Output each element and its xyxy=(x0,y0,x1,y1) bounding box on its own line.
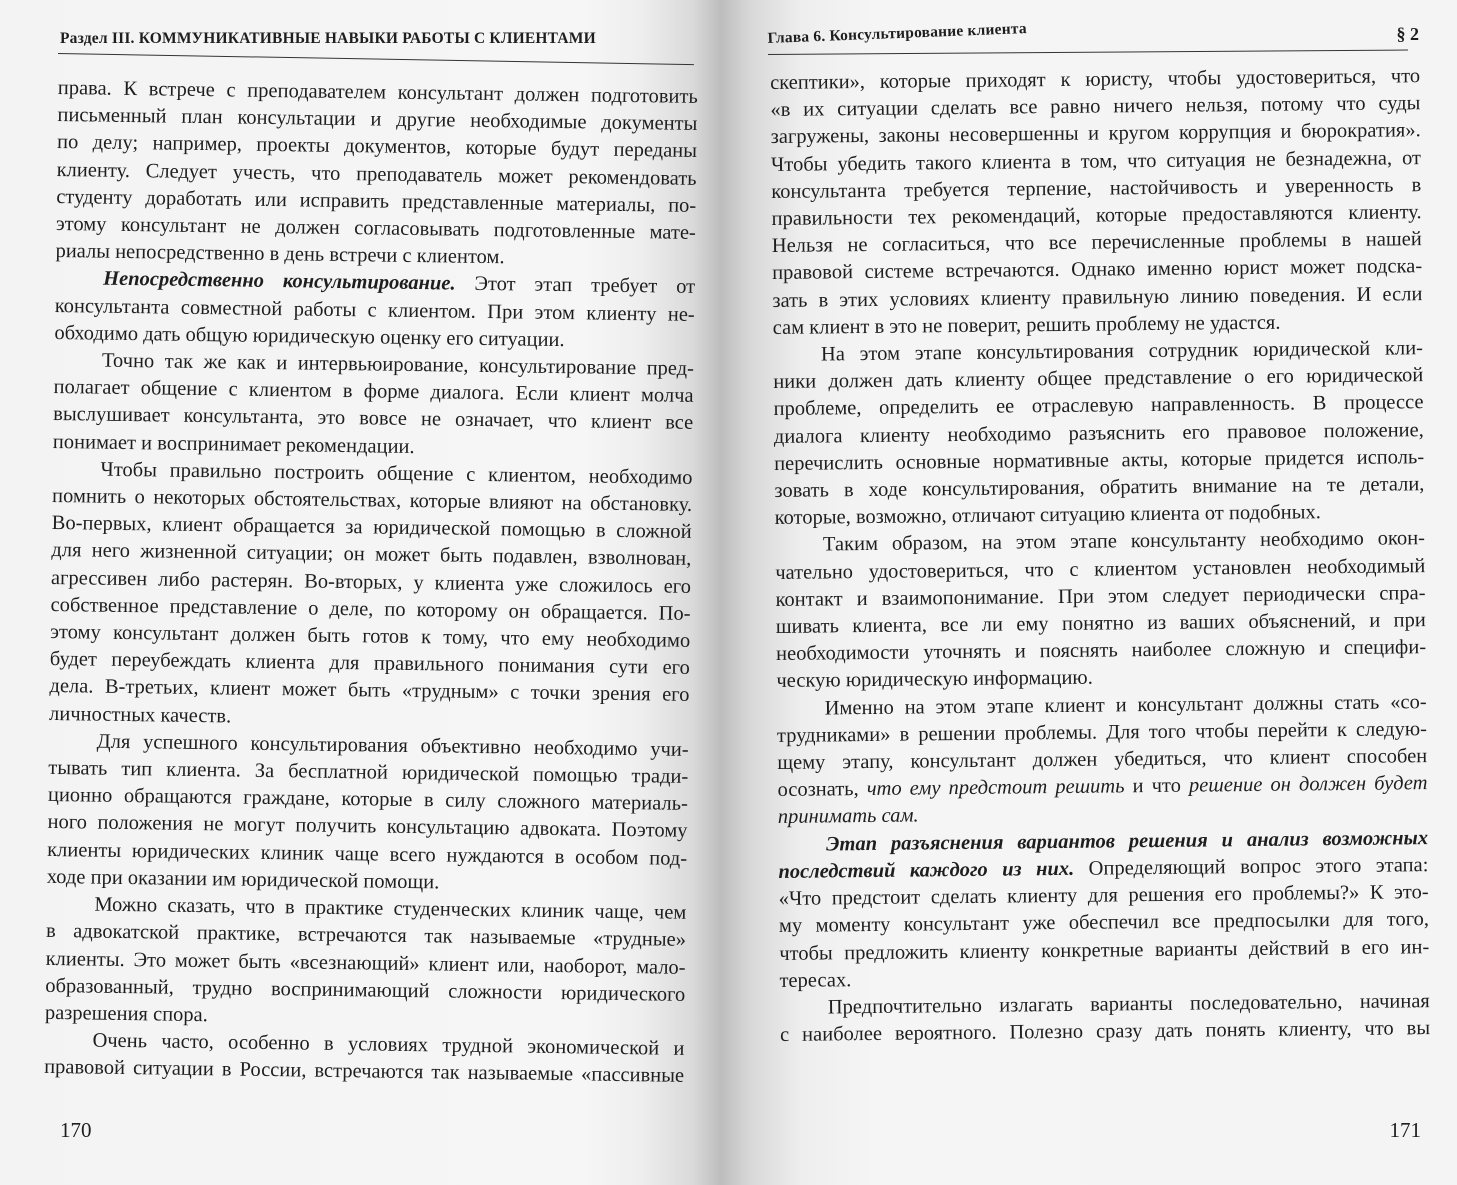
line-text: Во-первых, клиент обращается за юридической помощью в сложной xyxy=(51,512,692,544)
line-text: клиенты юридических клиник чаще всего нуждаются в особом под- xyxy=(47,838,688,870)
line-text: правовой системе встречаются. Однако именно юрист может подска- xyxy=(772,255,1423,285)
page-number-left: 170 xyxy=(60,1118,92,1142)
line-text: для него жизненной ситуации; он может быть подавлен, взволнован, xyxy=(51,539,692,571)
line-text: На этом этапе консультирования сотрудник юридической кли- xyxy=(820,337,1424,366)
line-text: Очень часто, особенно в условиях трудной экономической и xyxy=(92,1029,685,1060)
bold-italic-heading: последствий каждого из них. xyxy=(778,857,1075,883)
line-text: Чтобы убедить такого клиента в том, что ситуация не безнадежна, от xyxy=(770,146,1422,176)
line-text: в адвокатской практике, встречаются так называемые «трудные» xyxy=(45,920,687,952)
line-text: образованный, трудно воспринимающий сложности юридического xyxy=(45,974,686,1006)
line-text: права. К встрече с преподавателем консультант должен подготовить xyxy=(57,76,698,108)
left-body-text xyxy=(44,75,698,1090)
line-text: и что xyxy=(1124,774,1190,798)
italic-text: принимать сам. xyxy=(777,804,919,829)
line-text: консультанта совместной работы с клиентом. При этом клиенту не- xyxy=(54,294,695,326)
line-text: Точно так же как и интервьюирование, консультирование пред- xyxy=(101,349,695,380)
line-text: полагает общение с клиентом в форме диалога. Если клиент молча xyxy=(53,376,694,408)
line-text: правильности тех рекомендаций, которые предоставляются клиенту. xyxy=(771,201,1422,231)
line-text: личностных качеств. xyxy=(48,702,232,728)
line-text: которые, возможно, отличают ситуацию клиента от подобных. xyxy=(774,501,1321,530)
header-rule-left xyxy=(58,53,694,65)
running-head-right: Глава 6. Консультирование клиента xyxy=(767,20,1028,48)
line-text: тересах. xyxy=(779,968,852,992)
line-text: по делу; например, проекты документов, которые будут переданы xyxy=(56,131,698,163)
line-text: ческую юридическую информацию. xyxy=(776,667,1093,693)
line-text: понимает и воспринимает рекомендации. xyxy=(52,430,415,458)
line-text: Этот этап требует от xyxy=(455,272,696,299)
line-text: дела. В-третьих, клиент может быть «трудным» с точки зрения его xyxy=(49,675,690,707)
line-text: шивать клиента, все ли ему понятно из ваших объяснений, и при xyxy=(775,609,1426,639)
text-line xyxy=(780,1015,1430,1049)
line-text: собственное представление о деле, по которому он обращается. По- xyxy=(50,593,691,625)
line-text: трудниками» в решении проблемы. Для того чтобы перейти к следую- xyxy=(776,718,1428,747)
line-text: разрешения спора. xyxy=(44,1001,209,1027)
line-text: контакт и взаимопонимание. При этом следует периодически спра- xyxy=(775,582,1426,611)
page-number-right: 171 xyxy=(1389,1118,1421,1142)
bold-italic-heading: Непосредственно консультирование. xyxy=(103,268,456,295)
line-text: Можно сказать, что в практике студенческих клиник чаще, чем xyxy=(94,893,687,924)
line-text: правовой ситуации в России, встречаются так называемые «пассивные xyxy=(43,1056,685,1088)
line-text: Для успешного консультирования объективно необходимо учи- xyxy=(96,730,689,761)
line-text: необходимости уточнять и пояснять наиболее сложную и специфи- xyxy=(776,636,1427,666)
line-text: обходимо дать общую юридическую оценку его ситуации. xyxy=(54,321,565,351)
line-text: агрессивен либо растерян. Во-вторых, у клиента уже сложилось его xyxy=(50,566,692,598)
bold-italic-heading: Этап разъяснения вариантов решения и анализ возможных xyxy=(825,826,1429,856)
line-text: помнить о некоторых обстоятельствах, которые влияют на обстановку. xyxy=(51,485,693,516)
line-text: этому консультант должен быть готов к тому, что ему необходимо xyxy=(50,621,691,652)
line-text: выслушивает консультанта, это вовсе не означает, что клиент все xyxy=(53,403,694,435)
line-text: риалы непосредственно в день встречи с клиентом. xyxy=(55,240,505,269)
line-text: скептики», которые приходят к юристу, чтобы удостовериться, что xyxy=(770,65,1421,94)
line-text: сам клиент в это не поверит, решить проблему не удастся. xyxy=(772,311,1281,339)
line-text: Определяющий вопрос этого этапа: xyxy=(1074,854,1429,880)
line-text: Нельзя не согласиться, что все перечисленные проблемы в нашей xyxy=(771,228,1422,258)
line-text: зать в этих условиях клиенту правильную линию поведения. И если xyxy=(772,282,1423,312)
line-text: с наиболее вероятного. Полезно сразу дать понять клиенту, что вы xyxy=(779,1017,1431,1047)
line-text: тывать тип клиента. За бесплатной юридической помощью тради- xyxy=(48,757,689,788)
running-head-left: Раздел III. КОММУНИКАТИВНЫЕ НАВЫКИ РАБОТЫ С КЛИЕНТАМИ xyxy=(60,30,596,47)
line-text: студенту доработать или исправить представленные материалы, по- xyxy=(56,185,697,217)
line-text: ники должен дать клиенту общее представление о его юридической xyxy=(773,364,1424,394)
line-text: щему этапу, консультант должен убедиться, что клиент способен xyxy=(777,745,1428,775)
line-text: Предпочтительно излагать варианты последовательно, начиная xyxy=(827,990,1430,1019)
line-text: Именно на этом этапе клиент и консультант должны стать «со- xyxy=(824,690,1427,720)
line-text: будет переубеждать клиента для правильного понимания сути его xyxy=(49,648,690,680)
line-text: письменный план консультации и другие необходимые документы xyxy=(57,104,698,136)
line-text: перечислить основные нормативные акты, которые придется исполь- xyxy=(774,446,1425,475)
line-text: диалога клиенту необходимо разъяснить его правовое положение, xyxy=(773,418,1424,448)
section-mark: § 2 xyxy=(1396,24,1419,44)
right-page xyxy=(728,0,1457,1185)
header-rule-right xyxy=(768,50,1408,55)
line-text: загружены, законы несовершенны и кругом коррупция и бюрократия». xyxy=(770,119,1421,149)
line-text: Чтобы правильно построить общение с клиентом, необходимо xyxy=(100,458,693,489)
italic-text: решение он должен будет xyxy=(1188,772,1428,797)
line-text: этому консультант не должен согласовывать подготовленные мате- xyxy=(55,213,697,244)
line-text: ходе при оказании им юридической помощи. xyxy=(46,865,440,894)
line-text: осознать, xyxy=(777,778,867,802)
line-text: зовать в ходе консультирования, обратить внимание на те детали, xyxy=(774,473,1425,503)
line-text: Таким образом, на этом этапе консультанту необходимо окон- xyxy=(822,527,1426,556)
italic-text: что ему предстоит решить xyxy=(866,775,1125,801)
line-text: «Что предстоит сделать клиенту для решения его проблемы?» К это- xyxy=(778,881,1429,911)
line-text: ного положения не могут получить консультацию адвоката. Поэтому xyxy=(47,811,688,843)
left-page xyxy=(0,0,728,1185)
line-text: консультанта требуется терпение, настойчивость и уверенность в xyxy=(771,173,1422,203)
line-text: клиенты. Это может быть «всезнающий» клиент или, наоборот, мало- xyxy=(45,947,686,979)
line-text: ционно обращаются граждане, которые в силу сложного материаль- xyxy=(47,784,689,816)
right-body-text xyxy=(770,63,1430,1049)
line-text: проблеме, определить ее отраслевую направленность. В процессе xyxy=(773,391,1424,421)
line-text: чтобы предложить клиенту конкретные варианты действий в его ин- xyxy=(779,935,1430,965)
line-text: «в их ситуации сделать все равно ничего нельзя, потому что суды xyxy=(770,92,1421,122)
line-text: чательно удостовериться, что с клиентом установлен необходимый xyxy=(775,554,1426,584)
line-text: клиенту. Следует учесть, что преподаватель может рекомендовать xyxy=(56,158,697,190)
line-text: му моменту консультант уже обеспечил все предпосылки для того, xyxy=(778,908,1430,938)
